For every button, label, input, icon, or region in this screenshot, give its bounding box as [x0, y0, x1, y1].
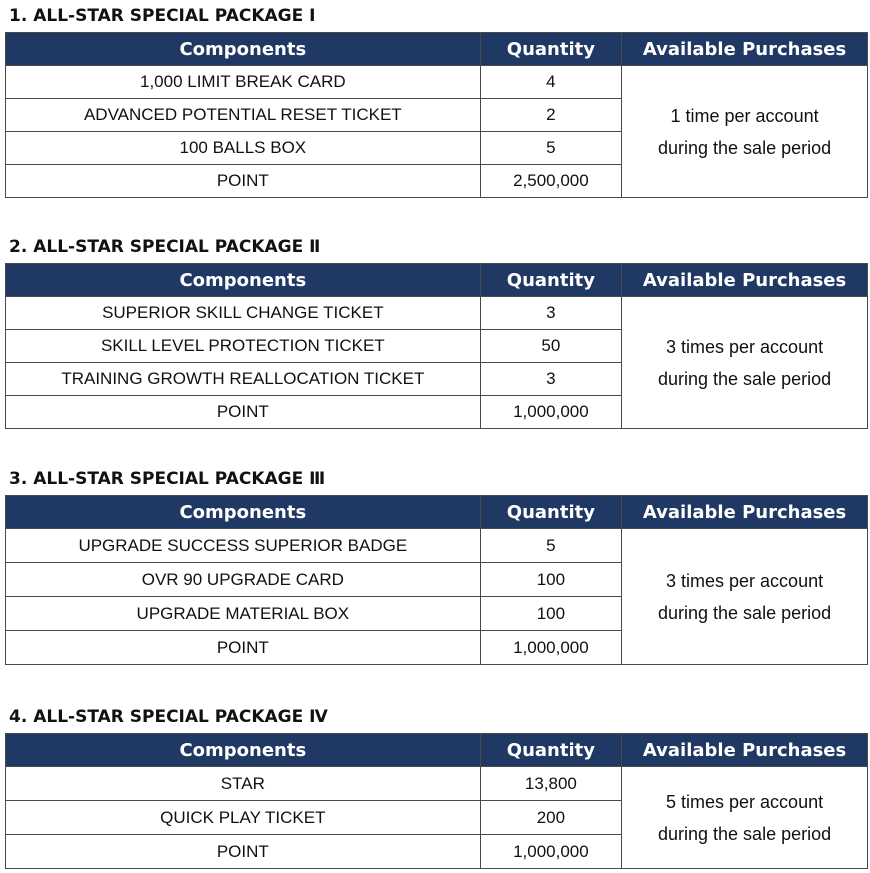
- quantity-cell: 100: [480, 597, 621, 631]
- package-table: [5, 733, 868, 869]
- purchase-limit-line: 1 time per account: [670, 105, 819, 126]
- component-cell: 1,000 LIMIT BREAK CARD: [6, 66, 481, 99]
- purchase-limit-line: 3 times per account: [666, 336, 824, 357]
- component-cell: POINT: [6, 835, 481, 869]
- package-table: [5, 495, 868, 665]
- purchase-limit-cell: [622, 297, 868, 429]
- purchase-limit-cell: [622, 66, 868, 198]
- component-cell: ADVANCED POTENTIAL RESET TICKET: [6, 99, 481, 132]
- quantity-cell: 1,000,000: [480, 835, 621, 869]
- component-cell: SUPERIOR SKILL CHANGE TICKET: [6, 297, 481, 330]
- component-cell: POINT: [6, 631, 481, 665]
- header-row: [6, 264, 868, 297]
- purchase-limit-cell: [622, 529, 868, 665]
- header-quantity: Quantity: [480, 496, 621, 529]
- quantity-cell: 13,800: [480, 767, 621, 801]
- header-available-purchases: Available Purchases: [622, 264, 868, 297]
- quantity-cell: 100: [480, 563, 621, 597]
- header-row: [6, 33, 868, 66]
- header-components: Components: [6, 264, 481, 297]
- purchase-limit-line: 5 times per account: [666, 791, 824, 812]
- package-table: [5, 263, 868, 429]
- quantity-cell: 50: [480, 330, 621, 363]
- quantity-cell: 1,000,000: [480, 631, 621, 665]
- header-row: [6, 496, 868, 529]
- quantity-cell: 2: [480, 99, 621, 132]
- table-row: [6, 767, 868, 801]
- component-cell: OVR 90 UPGRADE CARD: [6, 563, 481, 597]
- table-row: [6, 529, 868, 563]
- header-quantity: Quantity: [480, 734, 621, 767]
- purchase-period-line: during the sale period: [658, 368, 832, 389]
- header-components: Components: [6, 496, 481, 529]
- component-cell: POINT: [6, 165, 481, 198]
- header-available-purchases: Available Purchases: [622, 496, 868, 529]
- table-row: [6, 297, 868, 330]
- purchase-period-line: during the sale period: [658, 602, 832, 623]
- package-title: 1. ALL-STAR SPECIAL PACKAGE Ⅰ: [9, 6, 316, 26]
- purchase-limit-cell: [622, 767, 868, 869]
- header-components: Components: [6, 33, 481, 66]
- component-cell: 100 BALLS BOX: [6, 132, 481, 165]
- quantity-cell: 200: [480, 801, 621, 835]
- quantity-cell: 5: [480, 529, 621, 563]
- purchase-period-line: during the sale period: [658, 137, 832, 158]
- purchase-period-line: during the sale period: [658, 823, 832, 844]
- component-cell: POINT: [6, 396, 481, 429]
- package-title: 2. ALL-STAR SPECIAL PACKAGE Ⅱ: [9, 237, 321, 257]
- quantity-cell: 1,000,000: [480, 396, 621, 429]
- purchase-limit-line: 3 times per account: [666, 570, 824, 591]
- quantity-cell: 5: [480, 132, 621, 165]
- header-components: Components: [6, 734, 481, 767]
- header-quantity: Quantity: [480, 264, 621, 297]
- component-cell: STAR: [6, 767, 481, 801]
- quantity-cell: 3: [480, 363, 621, 396]
- header-available-purchases: Available Purchases: [622, 33, 868, 66]
- quantity-cell: 4: [480, 66, 621, 99]
- component-cell: QUICK PLAY TICKET: [6, 801, 481, 835]
- component-cell: TRAINING GROWTH REALLOCATION TICKET: [6, 363, 481, 396]
- component-cell: SKILL LEVEL PROTECTION TICKET: [6, 330, 481, 363]
- header-available-purchases: Available Purchases: [622, 734, 868, 767]
- quantity-cell: 3: [480, 297, 621, 330]
- table-row: [6, 66, 868, 99]
- component-cell: UPGRADE MATERIAL BOX: [6, 597, 481, 631]
- package-title: 3. ALL-STAR SPECIAL PACKAGE Ⅲ: [9, 469, 326, 489]
- package-title: 4. ALL-STAR SPECIAL PACKAGE Ⅳ: [9, 707, 328, 727]
- quantity-cell: 2,500,000: [480, 165, 621, 198]
- component-cell: UPGRADE SUCCESS SUPERIOR BADGE: [6, 529, 481, 563]
- header-quantity: Quantity: [480, 33, 621, 66]
- package-table: [5, 32, 868, 198]
- header-row: [6, 734, 868, 767]
